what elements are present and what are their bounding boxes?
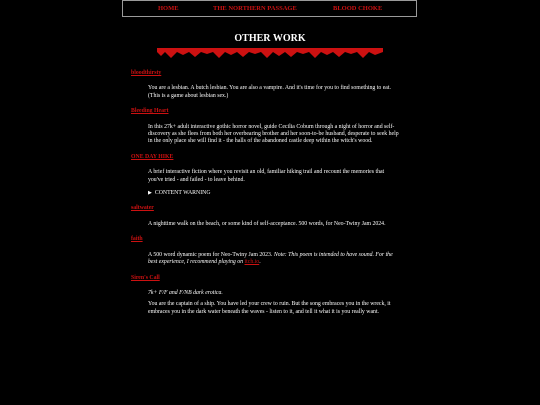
faith-desc-plain: A 500 word dynamic poem for Neo-Twiny Jam 2023. (148, 251, 274, 258)
work-desc-bloodthirsty: You are a lesbian. A butch lesbian. You are also a vampire. And it's time for you to find something to eat. (This is a game about lesbian sex.) (148, 85, 391, 99)
itch-io-link[interactable]: itch.io (244, 259, 260, 266)
nav-northern-passage-link[interactable]: THE NORTHERN PASSAGE (213, 5, 297, 12)
work-desc-bleeding-heart: In this 27k+ adult interactive gothic horror novel, guide Cecilia Coburn through a night of horror and self-discovery as she flees from both her overbearing brother and her soon-to-be husband, desperate to seek help in the only place she will find it - the halls of the abandoned castle deep within the witch's wood. (148, 123, 399, 145)
faith-desc-note: Note: This poem is intended to have sound. For the best experience, I recommend playing on (148, 251, 393, 266)
content-warning-label: CONTENT WARNING (154, 190, 211, 197)
work-title-faith[interactable]: faith (131, 236, 143, 243)
content-warning-toggle[interactable] (148, 190, 399, 197)
work-title-one-day-hike[interactable]: ONE DAY HIKE (131, 153, 174, 160)
nav-home-link[interactable]: HOME (158, 5, 179, 12)
triangle-right-icon: ▶ (148, 191, 152, 197)
work-desc-one-day-hike: A brief interactive fiction where you revisit an old, familiar hiking trail and recount the memories that you've tried - and failed - to leave behind. (148, 169, 385, 183)
work-desc-faith (148, 252, 399, 267)
work-title-saltwater[interactable]: saltwater (131, 205, 154, 212)
work-title-bloodthirsty[interactable]: bloodthirsty (131, 70, 162, 76)
work-tagline-sirens-call (148, 290, 399, 297)
faith-desc-end: . (259, 259, 261, 266)
work-desc-saltwater: A nighttime walk on the beach, or some kind of self-acceptance. 500 words, for Neo-Twiny Jam 2024. (148, 220, 386, 227)
work-title-bleeding-heart[interactable]: Bleeding Heart (131, 108, 169, 115)
top-nav (122, 0, 417, 17)
sirens-call-tagline: 7k+ F/F and F/NB dark erotica. (148, 289, 223, 296)
nav-blood-choke-link[interactable]: BLOOD CHOKE (333, 5, 383, 12)
work-desc-sirens-call: You are the captain of a ship. You have led your crew to ruin. But the song embraces you in the wreck, it embraces you in the dark water beneath the waves - listen to it, and tell it what it is you really want. (148, 301, 391, 315)
blood-drip-divider (157, 48, 383, 60)
page-title: OTHER WORK (234, 33, 306, 44)
work-title-sirens-call[interactable]: Siren's Call (131, 274, 160, 281)
works-list (131, 70, 399, 324)
